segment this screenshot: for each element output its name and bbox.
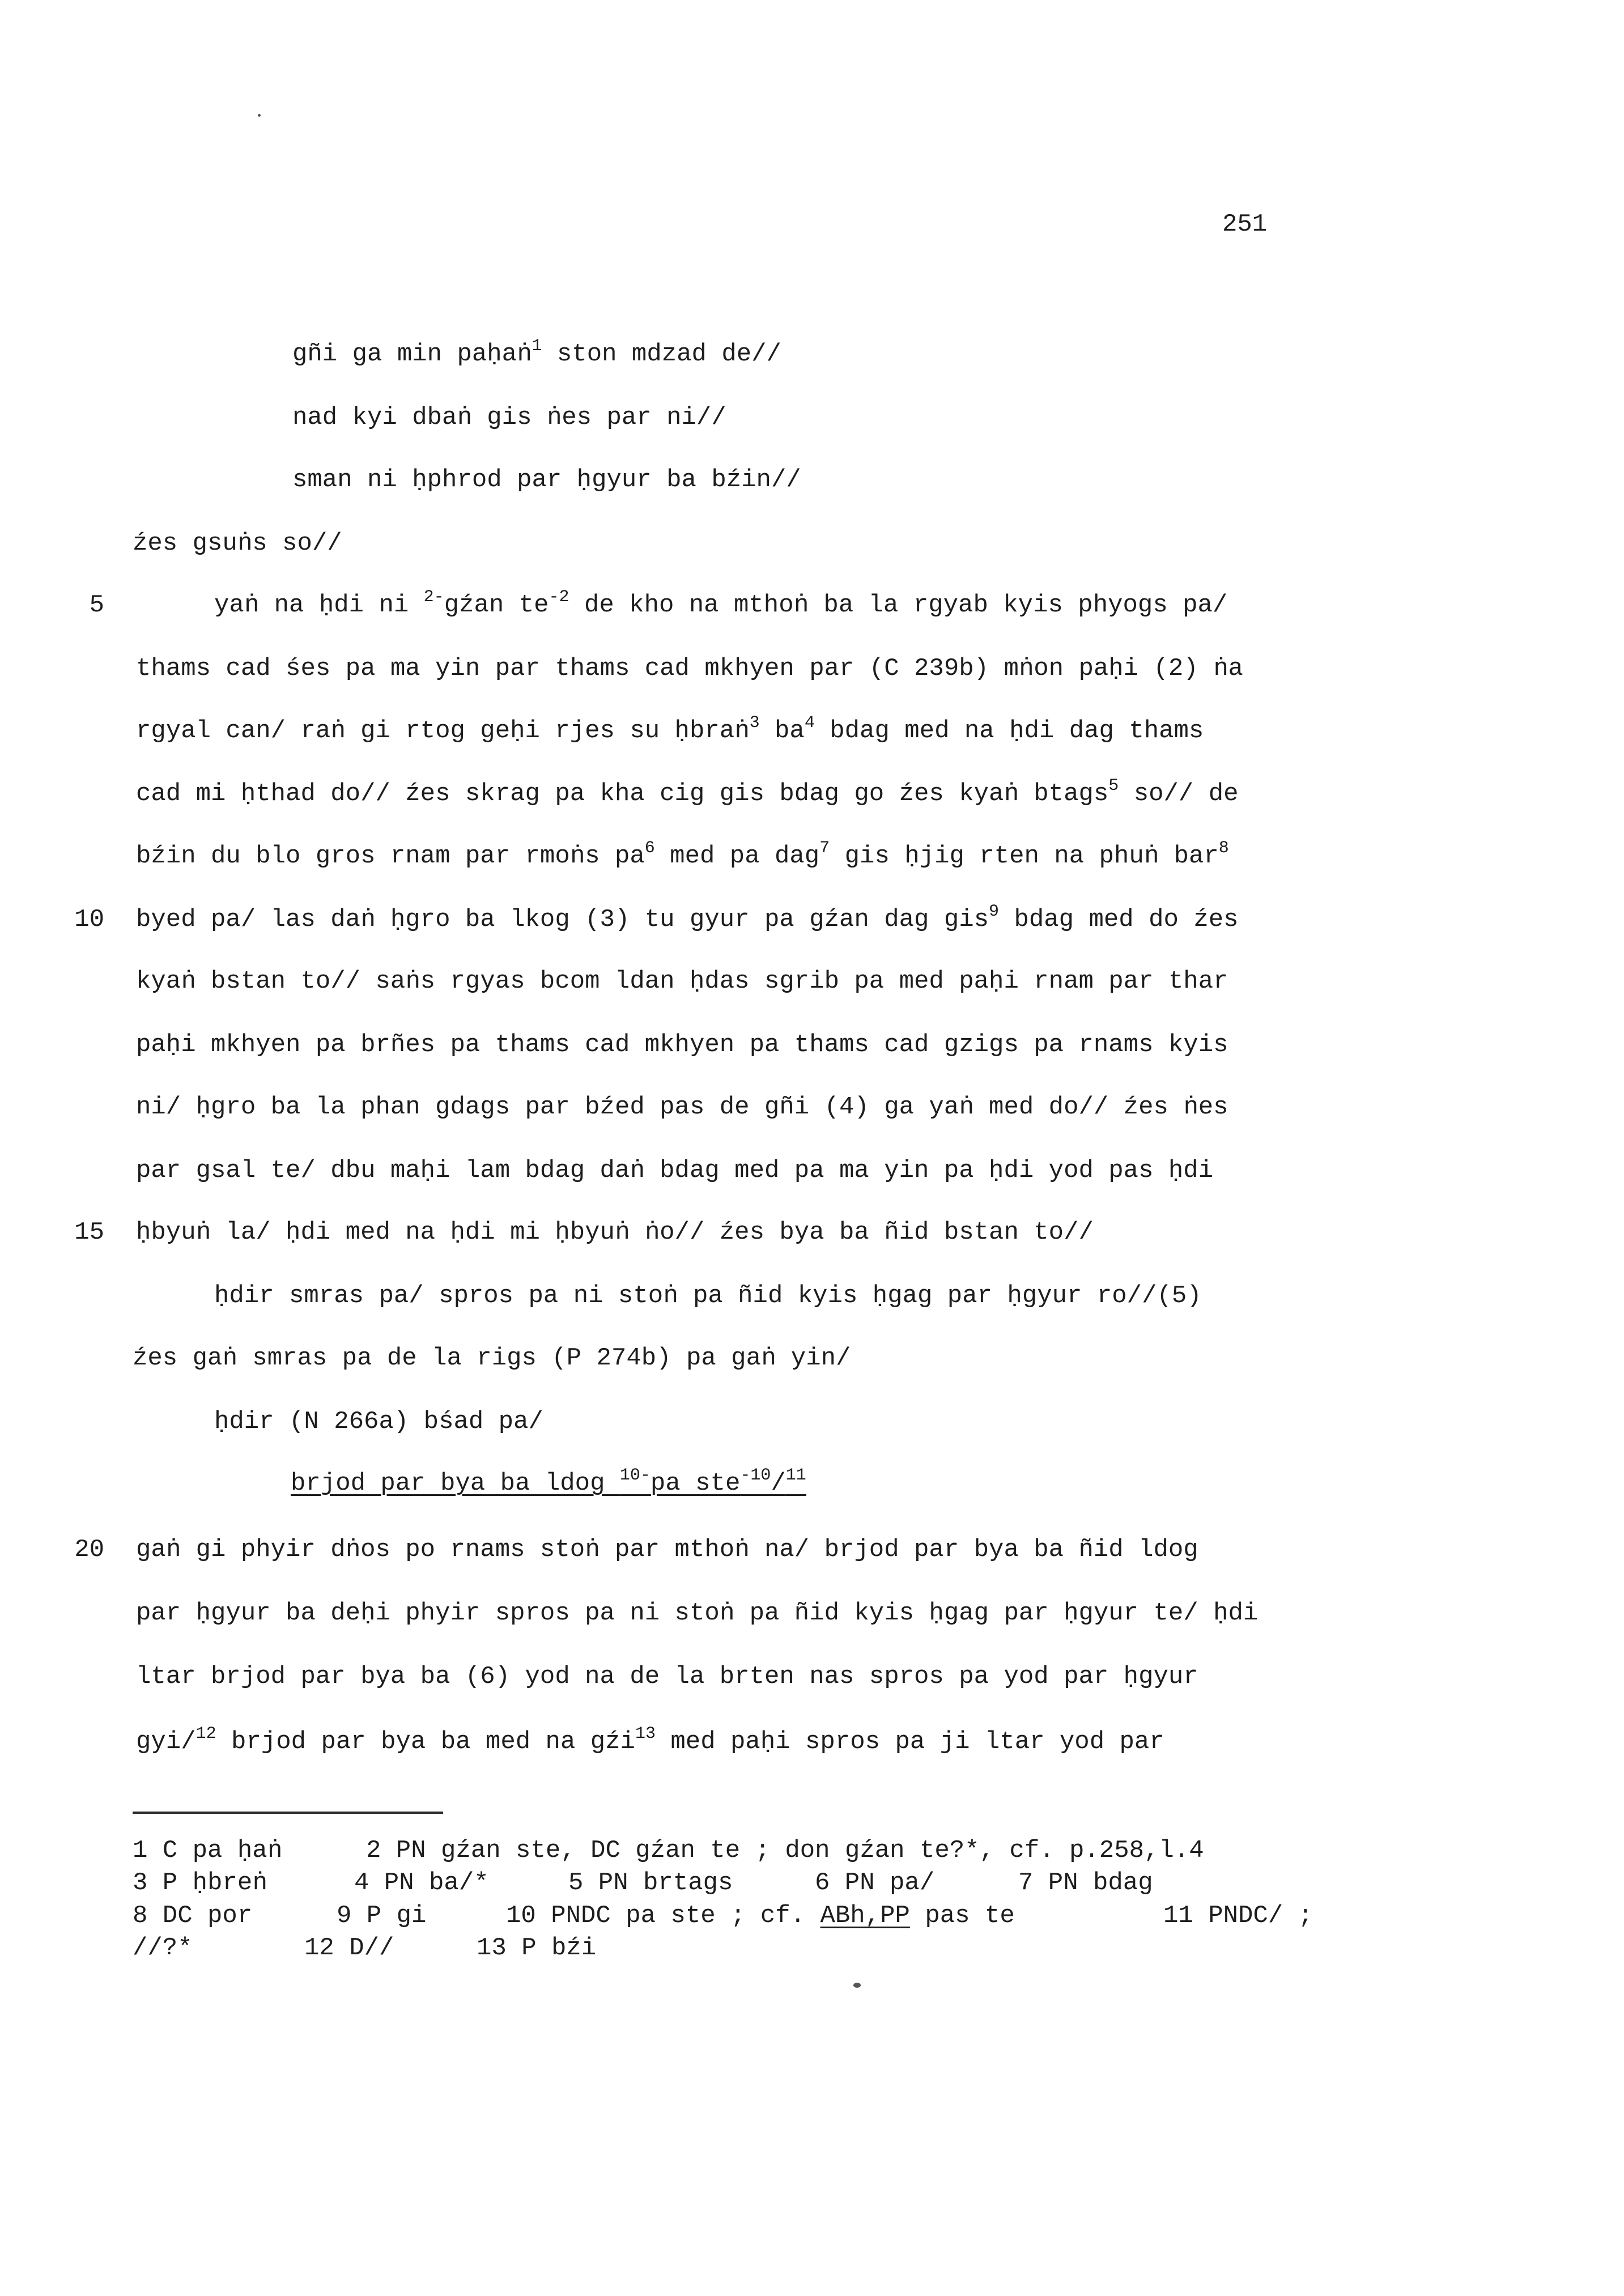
line-number: 10: [74, 905, 104, 934]
body-line-17: [133, 1343, 851, 1373]
line-text: rgyal can/ raṅ gi rtog geḥi rjes su ḥbraṅ: [136, 717, 750, 745]
footnote: 9 P gi: [337, 1902, 427, 1930]
footnote: 13 P bźi: [477, 1934, 597, 1962]
line-number: 20: [74, 1536, 104, 1564]
verse-line-1: [292, 339, 781, 371]
footnote-marker: 5: [1108, 776, 1119, 796]
body-line-12: [136, 1030, 1228, 1060]
line-number: 5: [89, 591, 104, 619]
footnote: 2 PN gźan ste, DC gźan te ; don gźan te?*, cf. p.258,l.4: [366, 1836, 1204, 1865]
line-text: ḥdir smras pa/ spros pa ni stoṅ pa ñid kyis ḥgag par ḥgyur ro//(5): [214, 1282, 1202, 1310]
line-text: bdag med na ḥdi dag thams: [814, 717, 1204, 745]
footnote: 5 PN brtags: [568, 1869, 733, 1897]
ink-speck: [853, 1983, 861, 1988]
verse-line-2: [292, 403, 726, 432]
page-number: 251: [1222, 210, 1268, 239]
line-text: med pa dag: [654, 842, 820, 870]
underlined-sigla: ABh,PP: [820, 1902, 910, 1930]
body-line-21: [136, 1598, 1258, 1628]
footnote-marker: 13: [635, 1724, 656, 1744]
footnote-marker: 10-: [619, 1466, 651, 1485]
line-text: brjod par bya ba med na gźi: [216, 1728, 635, 1756]
line-text: źes gaṅ smras pa de la rigs (P 274b) pa gaṅ yin/: [133, 1344, 851, 1372]
ink-speck: [258, 114, 261, 117]
line-text: ḥbyuṅ la/ ḥdi med na ḥdi mi ḥbyuṅ ṅo// źes bya ba ñid bstan to//: [136, 1218, 1094, 1247]
footnote-marker: 2-: [423, 588, 444, 607]
body-line-5: [214, 590, 1227, 622]
body-line-13: [136, 1092, 1228, 1122]
line-text: sman ni ḥphrod par ḥgyur ba bźin//: [292, 466, 801, 494]
line-text: gis ḥjig rten na phuṅ bar: [830, 842, 1219, 870]
line-text: thams cad śes pa ma yin par thams cad mkhyen par (C 239b) mṅon paḥi (2) ṅa: [136, 654, 1243, 683]
line-text: gñi ga min paḥaṅ: [292, 340, 532, 368]
line-text: bdag med do źes: [999, 905, 1239, 934]
footnote-marker: 7: [819, 839, 830, 858]
line-text: brjod par bya ba ldog: [291, 1469, 620, 1498]
line-number: 15: [74, 1218, 104, 1247]
body-line-8: [136, 776, 1239, 811]
footnote-marker: 1: [532, 337, 542, 356]
footnote-10: [506, 1901, 1015, 1931]
body-line-10: [136, 902, 1239, 937]
line-text: ston mdzad de//: [542, 340, 781, 368]
line-text: de kho na mthoṅ ba la rgyab kyis phyogs pa/: [569, 591, 1228, 619]
footnote-rule: [133, 1812, 443, 1814]
line-text: gyi/: [136, 1728, 196, 1756]
body-line-18: [214, 1407, 543, 1436]
footnote: 12 D//: [304, 1934, 394, 1962]
footnote: 3 P ḥbreṅ: [133, 1869, 267, 1897]
line-text: par gsal te/ dbu maḥi lam bdag daṅ bdag med pa ma yin pa ḥdi yod pas ḥdi: [136, 1156, 1214, 1185]
body-line-6: [136, 654, 1243, 683]
line-text: kyaṅ bstan to// saṅs rgyas bcom ldan ḥdas sgrib pa med paḥi rnam par thar: [136, 967, 1228, 996]
line-text: pa ste: [650, 1469, 741, 1498]
footnote-marker: -10: [740, 1466, 771, 1485]
footnote-text: 10 PNDC pa ste ; cf.: [506, 1902, 820, 1930]
body-line-11: [136, 967, 1228, 996]
line-text: paḥi mkhyen pa brñes pa thams cad mkhyen pa thams cad gzigs pa rnams kyis: [136, 1031, 1228, 1059]
line-text: med paḥi spros pa ji ltar yod par: [655, 1728, 1164, 1756]
footnote-marker: 11: [785, 1466, 806, 1485]
body-line-7: [136, 713, 1204, 748]
line-text: bźin du blo gros rnam par rmoṅs pa: [136, 842, 645, 870]
footnote: 8 DC por: [133, 1902, 253, 1930]
body-line-4: [133, 529, 342, 558]
line-text: gźan te: [444, 591, 549, 619]
footnote-marker: 9: [989, 902, 1000, 921]
body-line-15: [136, 1218, 1094, 1247]
line-text: yaṅ na ḥdi ni: [214, 591, 424, 619]
line-text: ba: [759, 717, 805, 745]
body-line-9: [136, 841, 1229, 873]
footnote-marker: 6: [644, 839, 655, 858]
footnote: 11 PNDC/ ;: [1163, 1902, 1313, 1930]
footnote: 7 PN bdag: [1018, 1869, 1153, 1897]
line-text: par ḥgyur ba deḥi phyir spros pa ni stoṅ pa ñid kyis ḥgag par ḥgyur te/ ḥdi: [136, 1599, 1259, 1627]
footnote-marker: 3: [749, 713, 760, 733]
body-line-23: [136, 1724, 1164, 1759]
footnote-text: pas te: [909, 1902, 1015, 1930]
line-text: ltar brjod par bya ba (6) yod na de la brten nas spros pa yod par ḥgyur: [136, 1663, 1198, 1691]
verse-line-3: [292, 465, 801, 495]
line-text: ḥdir (N 266a) bśad pa/: [214, 1408, 543, 1436]
body-line-22: [136, 1662, 1198, 1691]
body-line-16: [214, 1281, 1202, 1311]
line-text: źes gsuṅs so//: [133, 529, 342, 558]
footnote: 4 PN ba/*: [354, 1869, 489, 1897]
footnote-marker: 8: [1218, 839, 1229, 858]
line-text: so// de: [1119, 780, 1239, 808]
line-text: ni/ ḥgro ba la phan gdags par bźed pas de gñi (4) ga yaṅ med do// źes ṅes: [136, 1093, 1228, 1121]
footnote-marker: 12: [195, 1724, 216, 1744]
footnote-marker: 4: [804, 713, 815, 733]
underlined-root-verse: [291, 1466, 806, 1500]
body-line-14: [136, 1156, 1213, 1185]
line-text: nad kyi dbaṅ gis ṅes par ni//: [292, 403, 726, 432]
line-text: byed pa/ las daṅ ḥgro ba lkog (3) tu gyur pa gźan dag gis: [136, 905, 989, 934]
line-text: cad mi ḥthad do// źes skrag pa kha cig gis bdag go źes kyaṅ btags: [136, 780, 1109, 808]
body-line-20: [136, 1535, 1198, 1564]
footnote-marker: -2: [549, 588, 569, 607]
footnote: //?*: [133, 1934, 193, 1962]
footnote: 6 PN pa/: [815, 1869, 935, 1897]
footnote: 1 C pa ḥaṅ: [133, 1836, 283, 1865]
line-text: gaṅ gi phyir dṅos po rnams stoṅ par mthoṅ na/ brjod par bya ba ñid ldog: [136, 1536, 1198, 1564]
line-text: /: [771, 1469, 786, 1498]
